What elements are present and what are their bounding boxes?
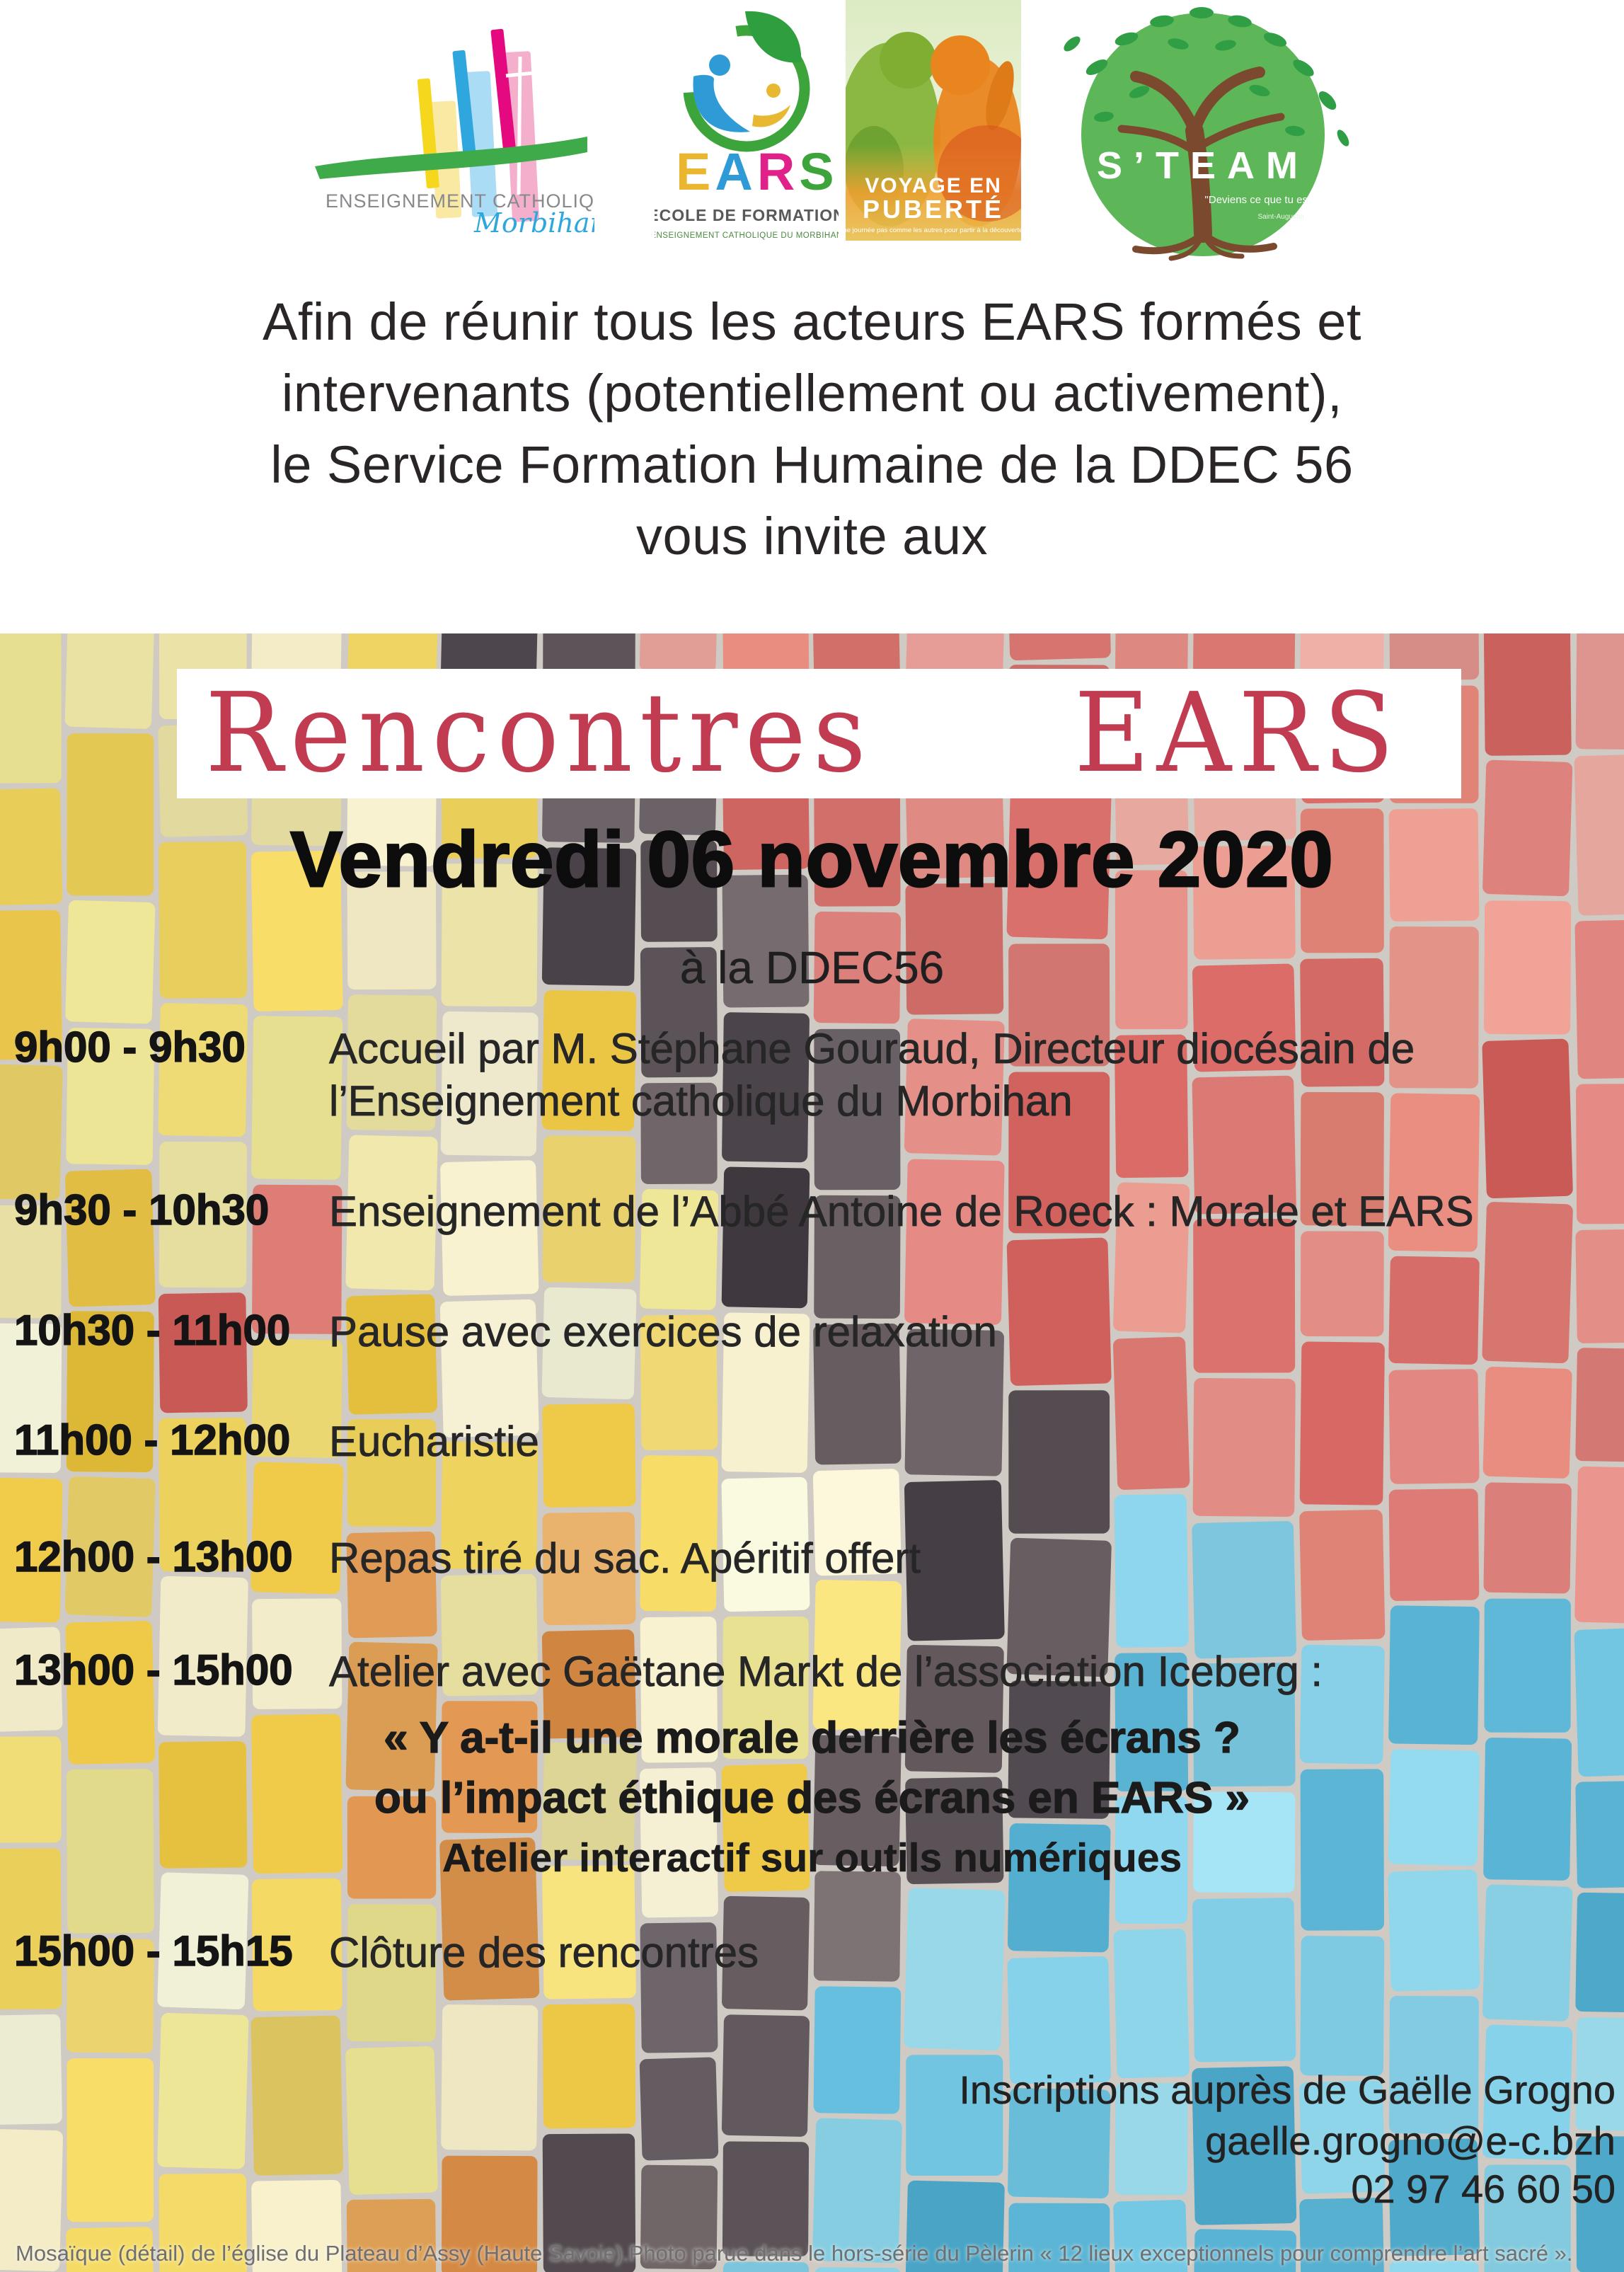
workshop-question-line1: « Y a-t-il une morale derrière les écrans ? (384, 1714, 1240, 1762)
schedule-time: 9h30 - 10h30 (14, 1186, 270, 1234)
schedule-time: 15h00 - 15h15 (14, 1927, 293, 1975)
schedule-desc-line: Enseignement de l’Abbé Antoine de Roeck : Morale et EARS (329, 1188, 1474, 1235)
schedule-desc (329, 1186, 1532, 1238)
contact-phone: 02 97 46 60 50 (1351, 2167, 1616, 2211)
schedule-desc (329, 1023, 1532, 1128)
poster-title-word2: EARS (1074, 669, 1401, 798)
schedule-desc-line: Accueil par M. Stéphane Gouraud, Directeur diocésain de (329, 1025, 1415, 1072)
steam-quote: "Deviens ce que tu es." (1204, 194, 1315, 206)
ears-letter-s: S (799, 142, 839, 201)
schedule-time: 9h00 - 9h30 (14, 1023, 246, 1071)
schedule-desc-line: Repas tiré du sac. Apéritif offert (329, 1534, 921, 1582)
schedule-desc (329, 1532, 1532, 1585)
ec-morbihan-label: ENSEIGNEMENT CATHOLIQUE (326, 190, 594, 212)
contact-name: Inscriptions auprès de Gaëlle Grogno (959, 2067, 1616, 2112)
schedule-desc (329, 1646, 1532, 1698)
schedule-desc (329, 1927, 1532, 1979)
contact-email: gaelle.grogno@e-c.bzh (1205, 2118, 1616, 2163)
ears-formation-logo-icon (655, 7, 839, 251)
intro-line: vous invite aux (636, 507, 988, 566)
ears-school-subtitle: ENSEIGNEMENT CATHOLIQUE DU MORBIHAN (655, 231, 839, 240)
intro-line: Afin de réunir tous les acteurs EARS formés et (262, 292, 1361, 351)
workshop-subtitle: Atelier interactif sur outils numériques (442, 1835, 1182, 1881)
schedule-desc (329, 1306, 1532, 1358)
event-location: à la DDEC56 (679, 942, 945, 993)
schedule-time: 10h30 - 11h00 (14, 1307, 291, 1354)
poster-title-word1: Rencontres (205, 669, 873, 798)
steam-logo (1047, 0, 1359, 262)
event-date: Vendredi 06 novembre 2020 (290, 816, 1334, 903)
ec-morbihan-logo (304, 18, 594, 241)
schedule-time: 12h00 - 13h00 (14, 1533, 293, 1580)
voyage-caption: Une journée pas comme les autres pour partir à la découverte... (846, 226, 1021, 234)
schedule-time: 11h00 - 12h00 (14, 1416, 291, 1464)
schedule-time: 13h00 - 15h00 (14, 1646, 293, 1694)
ears-letter-r: R (756, 142, 800, 201)
steam-quote-author: Saint-Augustin (1257, 213, 1304, 221)
intro-paragraph (0, 286, 1624, 572)
intro-line: le Service Formation Humaine de la DDEC 56 (270, 435, 1354, 494)
ears-letter-e: E (676, 142, 715, 201)
voyage-title-line2: PUBERTÉ (862, 195, 1005, 224)
schedule-desc-line: Pause avec exercices de relaxation (329, 1308, 997, 1355)
schedule-desc-line: l’Enseignement catholique du Morbihan (329, 1077, 1073, 1125)
ears-acronym (676, 142, 839, 201)
voyage-title-line1: VOYAGE EN (865, 174, 1002, 197)
steam-tree-icon (1047, 0, 1359, 262)
schedule-desc-line: Eucharistie (329, 1418, 539, 1465)
title-band (177, 669, 1461, 798)
ears-school-label: ECOLE DE FORMATION (655, 206, 839, 224)
voyage-en-puberte-logo (846, 0, 1021, 241)
ears-letter-a: A (715, 142, 757, 201)
photo-credit: Mosaïque (détail) de l’église du Plateau d’Assy (Haute Savoie).Photo parue dans le hors-série du Pèlerin « 12 lieux exceptionnels pour comprendre l’art sacré ». (16, 2241, 1573, 2266)
schedule-desc-line: Clôture des rencontres (329, 1929, 759, 1976)
workshop-question-line2: ou l’impact éthique des écrans en EARS » (374, 1774, 1250, 1823)
schedule-desc-line: Atelier avec Gaëtane Markt de l’association Iceberg : (329, 1648, 1323, 1695)
schedule-desc (329, 1416, 1532, 1468)
voyage-en-puberte-icon (846, 0, 1021, 241)
intro-line: intervenants (potentiellement ou activement), (281, 364, 1343, 423)
steam-name: S’TEAM (1096, 144, 1310, 187)
ec-morbihan-morbihan-label: Morbihan (474, 207, 594, 239)
ec-morbihan-logo-icon (304, 18, 594, 241)
ears-formation-logo (655, 7, 839, 251)
